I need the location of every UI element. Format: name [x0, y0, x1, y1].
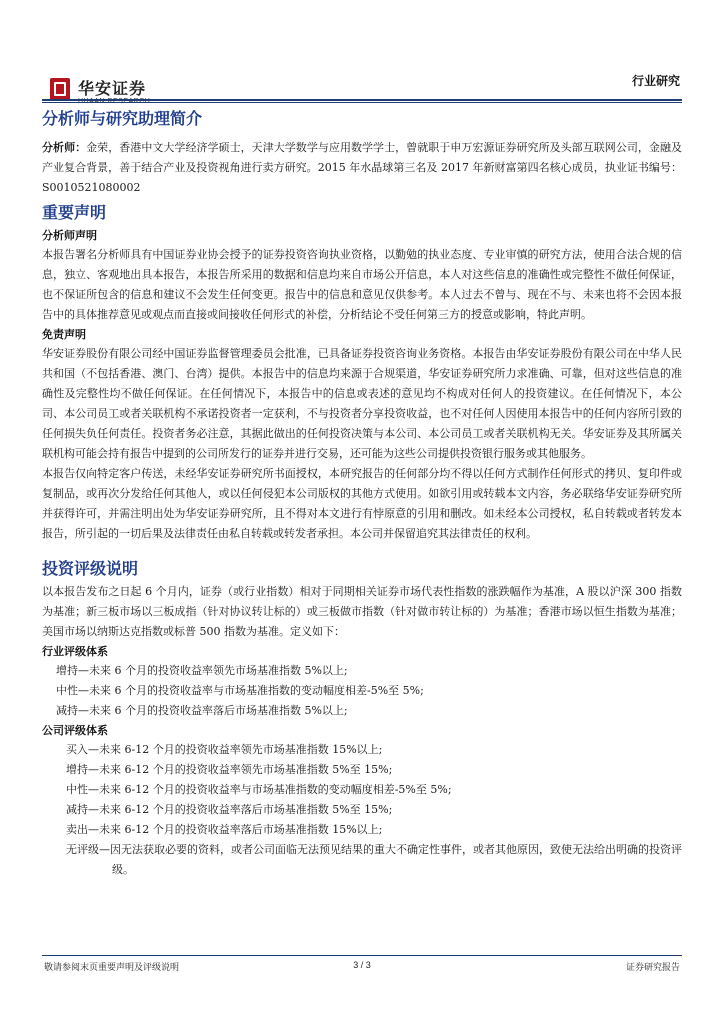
exemption-paragraph-2: 本报告仅向特定客户传送，未经华安证券研究所书面授权，本研究报告的任何部分均不得以任何方式制作任何形式的拷贝、复印件或复制品，或再次分发给任何其他人，或以任何侵犯本公司版权的其他方式使用。如欲引用或转载本文内容，务必联络华安证券研究所并获得许可，并需注明出处为华安证券研究所，且不得对本文进行有悖原意的引用和删改。如未经本公司授权，私自转载或者转发本报告，所引起的一切后果及法律责任由私自转载或转发者承担。本公司并保留追究其法律责任的权利。 — [42, 467, 682, 540]
analyst-statement-text: 本报告署名分析师具有中国证券业协会授予的证券投资咨询执业资格，以勤勉的执业态度、专业审慎的研究方法，使用合法合规的信息，独立、客观地出具本报告，本报告所采用的数据和信息均来自市场公开信息，本人对这些信息的准确性或完整性不做任何保证，也不保证所包含的信息和建议不会发生任何变更。报告中的信息和意见仅供参考。本人过去不曾与、现在不与、未来也将不会因本报告中的具体推荐意见或观点而直接或间接收任何形式的补偿，分析结论不受任何第三方的授意或影响，特此声明。 — [42, 248, 682, 321]
logo-seal-icon — [50, 78, 70, 100]
industry-rating-item: 中性—未来 6 个月的投资收益率与市场基准指数的变动幅度相差-5%至 5%; — [56, 684, 424, 697]
company-rating-item: 增持—未来 6-12 个月的投资收益率领先市场基准指数 5%至 15%; — [66, 763, 393, 776]
exemption-paragraph-1: 华安证券股份有限公司经中国证券监督管理委员会批准，已具备证券投资咨询业务资格。本报告由华安证券股份有限公司在中华人民共和国（不包括香港、澳门、台湾）提供。本报告中的信息均来源于合规渠道，华安证券研究所力求准确、可靠，但对这些信息的准确性及完整性均不做任何保证。在任何情况下，本报告中的信息或表述的意见均不构成对任何人的投资建议。在任何情况下，本公司、本公司员工或者关联机构不承诺投资者一定获利，不与投资者分享投资收益，也不对任何人因使用本报告中的任何内容所引致的任何损失负任何责任。投资者务必注意，其据此做出的任何投资决策与本公司、本公司员工或者关联机构无关。华安证券及其所属关联机构可能会持有报告中提到的公司所发行的证券并进行交易，还可能为这些公司提供投资银行服务或其他服务。 — [42, 347, 682, 460]
rating-intro: 以本报告发布之日起 6 个月内，证券（或行业指数）相对于同期相关证券市场代表性指数的涨跌幅作为基准，A 股以沪深 300 指数为基准；新三板市场以三板成指（针对协议转让标的）或三板做市指数（针对做市转让标的）为基准；香港市场以恒生指数为基准；美国市场以纳斯达克指数或标普 500 指数为基准。定义如下： — [42, 585, 682, 638]
page-footer — [42, 955, 682, 979]
page-body — [42, 108, 682, 880]
no-rating-wrapper — [42, 840, 682, 880]
disclaimer-section-title: 重要声明 — [42, 203, 107, 222]
industry-rating-item: 增持—未来 6 个月的投资收益率领先市场基准指数 5%以上; — [56, 664, 348, 677]
no-rating-item: 无评级—因无法获取必要的资料，或者公司面临无法预见结果的重大不确定性事件，或者其他原因，致使无法给出明确的投资评级。 — [66, 843, 682, 876]
report-category: 行业研究 — [631, 74, 680, 88]
company-rating-item: 减持—未来 6-12 个月的投资收益率落后市场基准指数 5%至 15%; — [66, 803, 393, 816]
company-rating-item: 卖出—未来 6-12 个月的投资收益率落后市场基准指数 15%以上; — [66, 823, 383, 836]
company-rating-title: 公司评级体系 — [42, 724, 108, 737]
analyst-bio-label: 分析师： — [42, 141, 87, 154]
header-divider-thin — [42, 102, 682, 103]
analyst-section-title: 分析师与研究助理简介 — [42, 109, 203, 128]
footer-report-type: 证券研究报告 — [625, 963, 680, 973]
header-divider — [42, 99, 682, 101]
exemption-title: 免责声明 — [42, 328, 86, 341]
logo-name: 华安证券 — [78, 79, 147, 98]
analyst-bio — [42, 138, 682, 198]
company-logo — [42, 76, 182, 112]
industry-rating-title: 行业评级体系 — [42, 645, 108, 658]
analyst-bio-text: 金荣，香港中文大学经济学硕士，天津大学数学与应用数学学士，曾就职于申万宏源证券研究所及头部互联网公司，金融及产业复合背景，善于结合产业及投资视角进行卖方研究。2015 年水晶球第三名及 2017 年新财富第四名核心成员，执业证书编号：S0010521080002 — [42, 141, 682, 194]
industry-rating-item: 减持—未来 6 个月的投资收益率落后市场基准指数 5%以上; — [56, 704, 348, 717]
page-number: 3 / 3 — [353, 960, 371, 970]
rating-section-title: 投资评级说明 — [42, 559, 139, 578]
footer-notice: 敬请参阅末页重要声明及评级说明 — [44, 963, 180, 973]
analyst-statement-title: 分析师声明 — [42, 229, 97, 242]
page-header — [42, 66, 682, 114]
company-rating-item: 买入—未来 6-12 个月的投资收益率领先市场基准指数 15%以上; — [66, 743, 383, 756]
footer-divider — [42, 955, 682, 956]
company-rating-item: 中性—未来 6-12 个月的投资收益率与市场基准指数的变动幅度相差-5%至 5%; — [66, 783, 452, 796]
